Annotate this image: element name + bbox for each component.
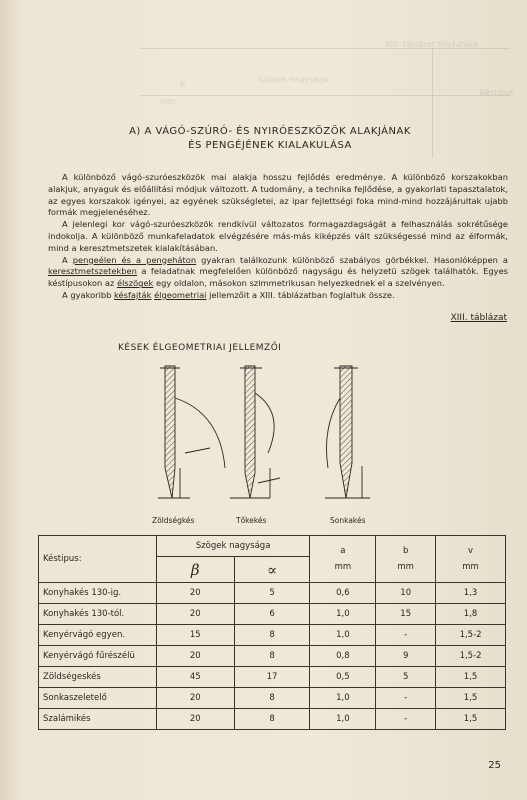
cell-v: 1,5 [436, 667, 506, 688]
header-kestipus: Késtipus: [39, 536, 157, 583]
cell-beta: 20 [156, 583, 234, 604]
cell-beta: 20 [156, 709, 234, 730]
cell-beta: 20 [156, 646, 234, 667]
cell-alpha: 8 [234, 688, 310, 709]
cell-name: Konyhakés 130-tól. [39, 604, 157, 625]
cell-name: Sonkaszeletelő [39, 688, 157, 709]
cell-b: - [376, 688, 436, 709]
section-title [60, 126, 480, 151]
text-span: egy oldalon, másokon szimmetrikusan helyezkednek el a szelvényen. [153, 278, 445, 289]
header-b [376, 536, 436, 583]
figure-title: KÉSEK ÉLGEOMETRIAI JELLEMZŐI [118, 343, 282, 353]
cell-b: 5 [376, 667, 436, 688]
text-span: A gyakoribb [62, 289, 115, 300]
cell-alpha: 6 [234, 604, 310, 625]
cell-beta: 45 [156, 667, 234, 688]
underlined-term: keresztmetszetekben [48, 266, 137, 277]
cell-b: 10 [376, 583, 436, 604]
cell-a: 1,0 [310, 709, 376, 730]
text-span: a feladatnak megfelelően különböző nagyságu és helyzetü szögek találhatók. Egyes késtípusokon az [48, 266, 508, 289]
table-row [39, 688, 506, 709]
body-text [48, 172, 508, 302]
paragraph-1: A különböző vágó-szuróeszközök mai alakja hosszu fejlődés eredménye. A különböző korszakokban alakjuk, anyaguk és előállítási módjuk változott. A tudomány, a technika fejlődése, a gyakorlati tapasztalatok, az egyes korszakok igényei, az egyének szükségletei, az ipar fejlettségi foka mind-mind hozzájárultak ujabb formák megjelenéséhez. [48, 172, 508, 218]
paragraph-2: A jelenlegi kor vágó-szuróeszközök rendkívül változatos formagazdagságát a felhasználás sokrétűsége indokolja. A különböző munkafeladatok elvégzésére más-más kiképzés vált szükségessé mind az élformák, mind a keresztmetszetek kialakításában. [48, 219, 508, 253]
header-a [310, 536, 376, 583]
header-alpha: ∝ [234, 557, 310, 583]
cell-alpha: 8 [234, 646, 310, 667]
header-b-unit: mm [397, 562, 414, 572]
header-v [436, 536, 506, 583]
ghost-header: Késtípus [480, 88, 514, 97]
cell-name: Kenyérvágó egyen. [39, 625, 157, 646]
underlined-term: élszögek [116, 278, 154, 289]
table-row [39, 709, 506, 730]
cell-a: 1,0 [310, 604, 376, 625]
header-beta: β [156, 557, 234, 583]
ghost-header: b [180, 80, 186, 89]
underlined-term: élgeometriai [154, 289, 207, 300]
text-span: A [62, 254, 73, 265]
text-span: jellemzőit a XIII. táblázatban foglaltuk össze. [206, 289, 395, 300]
paragraph-3 [48, 255, 508, 290]
cell-a: 1,0 [310, 688, 376, 709]
cell-alpha: 8 [234, 625, 310, 646]
section-title-line-1: A) A VÁGÓ-SZÚRÓ- ÉS NYIRÓESZKÖZÖK ALAKJÁNAK [129, 126, 411, 137]
cell-b: 9 [376, 646, 436, 667]
cell-beta: 15 [156, 625, 234, 646]
cell-beta: 20 [156, 604, 234, 625]
cell-b: - [376, 625, 436, 646]
cell-v: 1,8 [436, 604, 506, 625]
ghost-rule [140, 95, 510, 96]
ghost-header: mm [160, 97, 176, 106]
header-angles: Szögek nagysága [156, 536, 310, 557]
cell-a: 1,0 [310, 625, 376, 646]
table-row [39, 646, 506, 667]
header-v-unit: mm [462, 562, 479, 572]
underlined-term: pengeélen és a pengeháton [72, 254, 197, 265]
header-a-unit: mm [334, 562, 352, 572]
cell-v: 1,5-2 [436, 646, 506, 667]
cell-a: 0,8 [310, 646, 376, 667]
ghost-header: Szögek nagysága [258, 75, 329, 84]
knife-label-sonkakes: Sonkakés [330, 516, 366, 525]
knife-label-tokekes: Tőkekés [236, 516, 267, 525]
table-row [39, 625, 506, 646]
ghost-rule [140, 48, 510, 49]
cell-a: 0,5 [310, 667, 376, 688]
cell-v: 1,5 [436, 688, 506, 709]
cell-name: Kenyérvágó fűrészélü [39, 646, 157, 667]
cell-v: 1,3 [436, 583, 506, 604]
cell-alpha: 17 [234, 667, 310, 688]
table-row [39, 667, 506, 688]
header-v-label: v [468, 546, 474, 556]
ghost-table-title: XIII. táblázat folytatása [385, 40, 478, 49]
text-span: gyakran találkozunk különböző szabályos görbékkel. Hasonlóképpen a [196, 254, 508, 265]
cell-v: 1,5 [436, 709, 506, 730]
table-header-row [39, 536, 506, 557]
cell-b: - [376, 709, 436, 730]
cell-v: 1,5-2 [436, 625, 506, 646]
knife-cross-section-figure [150, 358, 400, 508]
knife-geometry-table [38, 535, 506, 730]
table-label: XIII. táblázat [450, 313, 507, 323]
cell-alpha: 5 [234, 583, 310, 604]
cell-name: Zöldségeskés [39, 667, 157, 688]
section-title-line-2: ÉS PENGÉJÉNEK KIALAKULÁSA [188, 140, 352, 151]
paragraph-4 [48, 290, 508, 302]
header-b-label: b [402, 546, 409, 556]
knife-label-zoldsegkes: Zöldségkés [152, 516, 195, 525]
underlined-term: késfajták [114, 289, 152, 300]
table-row [39, 604, 506, 625]
header-a-label: a [340, 546, 346, 556]
cell-alpha: 8 [234, 709, 310, 730]
table-row [39, 583, 506, 604]
cell-b: 15 [376, 604, 436, 625]
cell-a: 0,6 [310, 583, 376, 604]
cell-name: Konyhakés 130-ig. [39, 583, 157, 604]
cell-name: Szalámikés [39, 709, 157, 730]
cell-beta: 20 [156, 688, 234, 709]
page-number: 25 [488, 760, 501, 771]
